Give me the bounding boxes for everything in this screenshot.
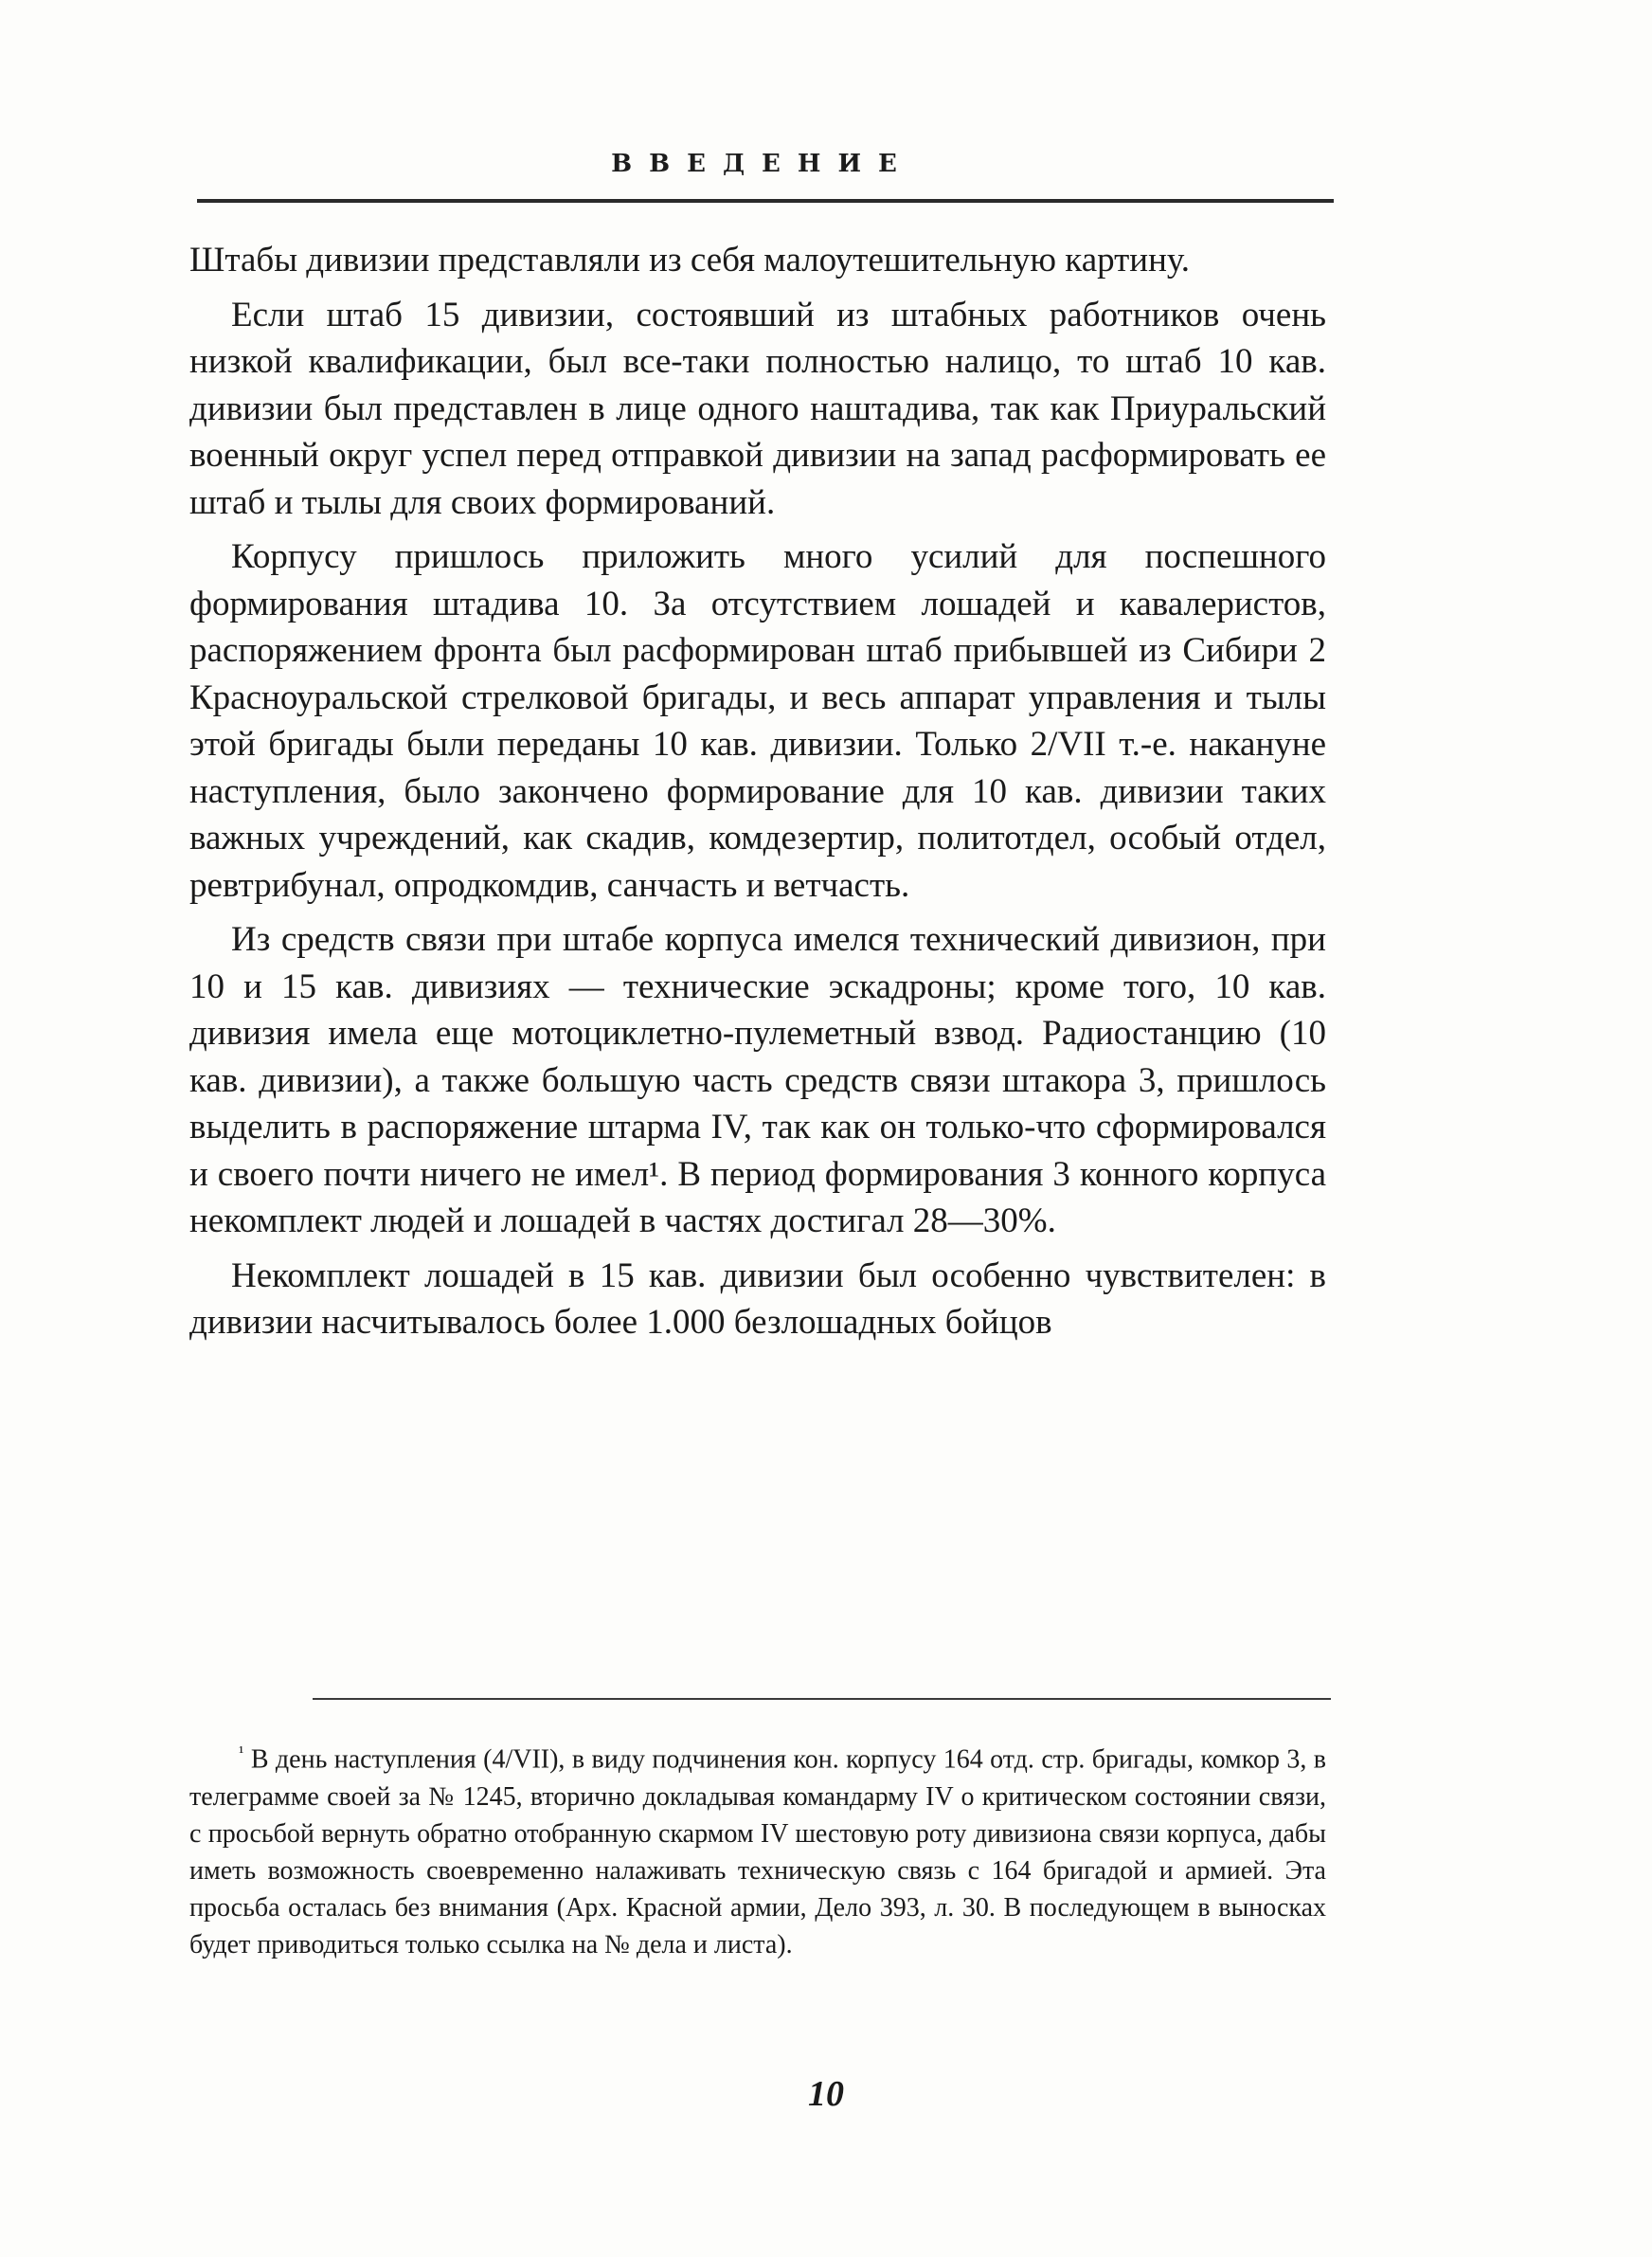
footnote-rule: [313, 1698, 1331, 1700]
header-rule: [197, 199, 1334, 203]
page-number: 10: [808, 2074, 844, 2114]
paragraph: Штабы дивизии представляли из себя малоутешительную картину.: [189, 241, 1190, 280]
footnote-text: В день наступления (4/VII), в виду подчинения кон. корпусу 164 отд. стр. бригады, комкор 3, в телеграмме своей за № 1245, вторично докладывая командарму IV о критическом состоянии связи, с просьбой вернуть обратно отобранную скармом IV шестовую роту дивизиона связи корпуса, дабы иметь возможность своевременно налаживать техническую связь с 164 бригадой и армией. Эта просьба осталась без внимания (Арх. Красной армии, Дело 393, л. 30. В последующем в выносках будет приводиться только ссылка на № дела и листа).: [189, 1744, 1326, 1960]
footnote-marker: ¹: [239, 1742, 244, 1761]
paragraph: Некомплект лошадей в 15 кав. дивизии был особенно чувствителен: в дивизии насчитывалось более 1.000 безлошадных бойцов: [189, 1255, 1326, 1342]
paragraph: Корпусу пришлось приложить много усилий для поспешного формирования штадива 10. За отсутствием лошадей и кавалеристов, распоряжением фронта был расформирован штаб прибывшей из Сибири 2 Красноуральской стрелковой бригады, и весь аппарат управления и тылы этой бригады были переданы 10 кав. дивизии. Только 2/VII т.-е. накануне наступления, было закончено формирование для 10 кав. дивизии таких важных учреждений, как скадив, комдезертир, политотдел, особый отдел, ревтрибунал, опродкомдив, санчасть и ветчасть.: [189, 537, 1326, 905]
footnote: [189, 1734, 1326, 1964]
running-header: ВВЕДЕНИЕ: [611, 150, 914, 178]
paragraph: Если штаб 15 дивизии, состоявший из штабных работников очень низкой квалификации, был все-таки полностью налицо, то штаб 10 кав. дивизии был представлен в лице одного наштадива, так как Приуральский военный округ успел перед отправкой дивизии на запад расформировать ее штаб и тылы для своих формирований.: [189, 295, 1326, 522]
paragraph: Из средств связи при штабе корпуса имелся технический дивизион, при 10 и 15 кав. дивизиях — технические эскадроны; кроме того, 10 кав. дивизия имела еще мотоциклетно-пулеметный взвод. Радиостанцию (10 кав. дивизии), а также большую часть средств связи штакора 3, пришлось выделить в распоряжение штарма IV, так как он только-что сформировался и своего почти ничего не имел¹. В период формирования 3 конного корпуса некомплект людей и лошадей в частях достигал 28—30%.: [189, 920, 1326, 1240]
body-text: [189, 237, 1326, 1354]
